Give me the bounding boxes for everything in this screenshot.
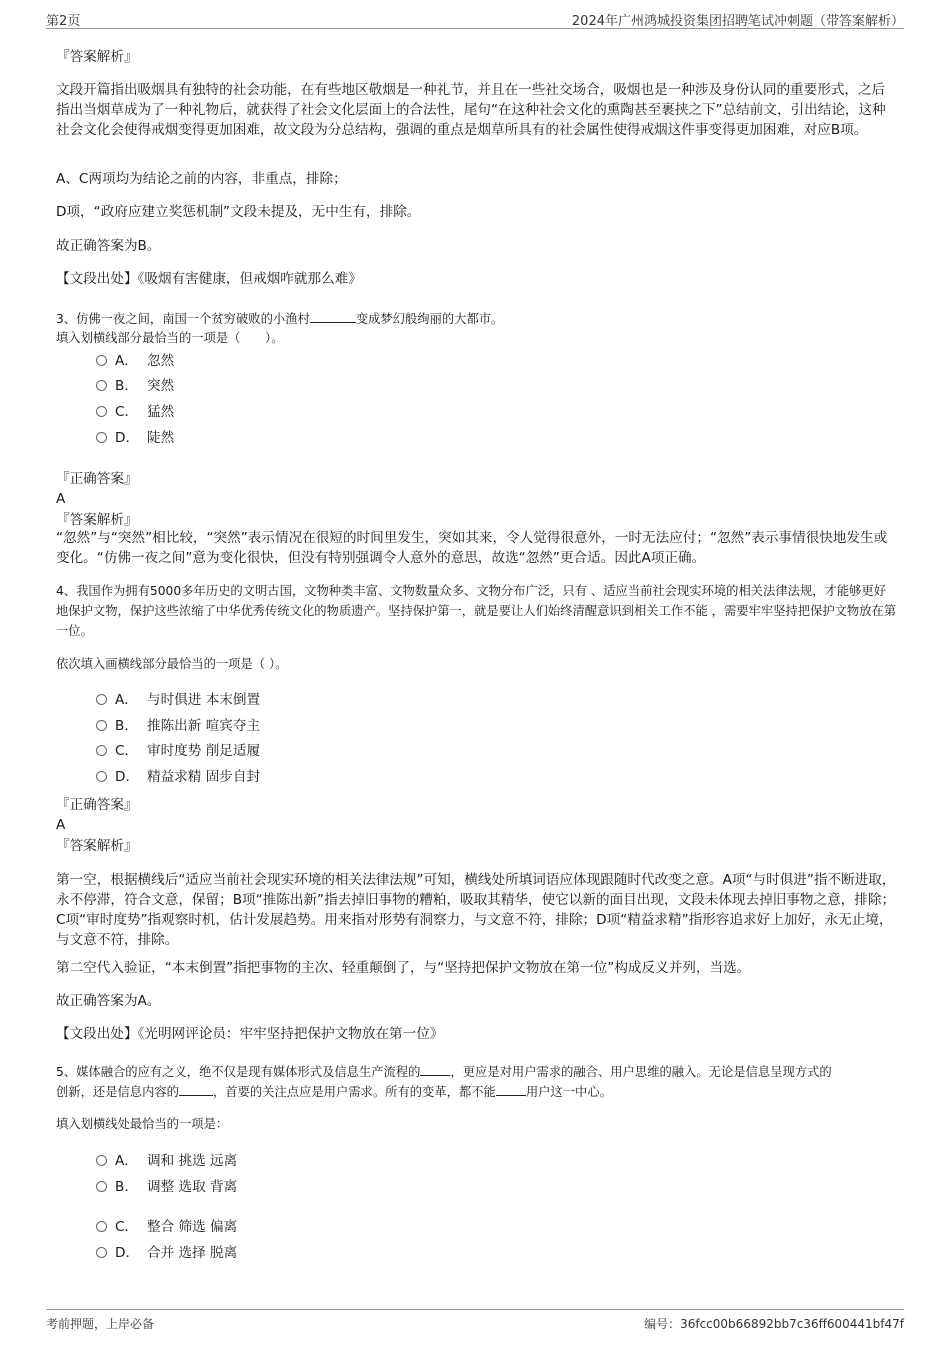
q4-analysis-label: 『答案解析』 [56,838,138,854]
q4-source: 【文段出处】《光明网评论员：牢牢坚持把保护文物放在第一位》 [56,1026,444,1042]
q2-analysis-text: 文段开篇指出吸烟具有独特的社会功能，在有些地区敬烟是一种礼节，并且在一些社交场合，吸烟也是一种涉及身份认同的重要形式，之后指出当烟草成为了一种礼物后，就获得了社会文化层面上的合法性，尾句“在这种社会文化的熏陶甚至裹挟之下”总结前文，引出结论，这种社会文化会使得戒烟变得更加困难，故文段为分总结构，强调的重点是烟草所具有的社会属性使得戒烟这件事变得更加困难，对应B项。 [56,82,886,138]
q3-analysis-text: “忽然”与“突然”相比较，“突然”表示情况在很短的时间里发生，突如其来，令人觉得很意外，一时无法应付；“忽然”表示事情很快地发生或变化。“仿佛一夜之间”意为变化很快，但没有特别强调令人意外的意思，故选“忽然”更合适。因此A项正确。 [56,530,888,566]
q5-option-c[interactable]: C． 整合 筛选 偏离 [96,1217,237,1237]
radio-icon[interactable] [96,745,107,756]
q3-blank [310,310,356,323]
q4-analysis-2: 第二空代入验证，“本末倒置”指把事物的主次、轻重颠倒了，与“坚持把保护文物放在第一位”构成反义并列，当选。 [56,960,751,976]
q2-conclusion: 故正确答案为B。 [56,238,161,254]
page-header [46,10,904,29]
q4-prompt: 依次填入画横线部分最恰当的一项是（ ）。 [56,657,288,671]
q4-analysis-1: 第一空，根据横线后“适应当前社会现实环境的相关法律法规”可知，横线处所填词语应体现跟随时代改变之意。A项“与时俱进”指不断进取，永不停滞，符合文意，保留；B项“推陈出新”指去掉旧事物的糟粕，吸取其精华，使它以新的面目出现，文段未体现去掉旧事物之意，排除；C项“审时度势”指观察时机，估计发展趋势。用来指对形势有洞察力，与文意不符，排除；D项“精益求精”指形容追求好上加好，永无止境，与文意不符，排除。 [56,872,896,948]
page-number: 第2页 [46,14,81,29]
radio-icon[interactable] [96,380,107,391]
q2-analysis-label: 『答案解析』 [56,49,138,65]
q3-option-a[interactable]: A． 忽然 [96,351,174,371]
radio-icon[interactable] [96,406,107,417]
radio-icon[interactable] [96,720,107,731]
q3-stem [56,309,898,329]
q3-option-c[interactable]: C． 猛然 [96,402,174,422]
document-title: 2024年广州鸿城投资集团招聘笔试冲刺题（带答案解析） [571,14,904,29]
q5-option-a[interactable]: A． 调和 挑选 远离 [96,1151,237,1171]
radio-icon[interactable] [96,1155,107,1166]
q4-option-c[interactable]: C． 审时度势 削足适履 [96,741,260,761]
q5-option-d[interactable]: D． 合并 选择 脱离 [96,1243,237,1263]
q5-stem-part-2: ，更应是对用户需求的融合、用户思维的融入。无论是信息呈现方式的 [450,1065,832,1079]
radio-icon[interactable] [96,694,107,705]
q2-note-ac: A、C两项均为结论之前的内容，非重点，排除； [56,171,347,187]
q3-option-b[interactable]: B． 突然 [96,376,174,396]
q4-option-b[interactable]: B． 推陈出新 喧宾夺主 [96,716,260,736]
q2-note-d: D项，“政府应建立奖惩机制”文段未提及，无中生有，排除。 [56,204,421,220]
q3-answer-label: 『正确答案』 [56,471,138,487]
q4-answer-label: 『正确答案』 [56,797,138,813]
footer-slogan: 考前押题，上岸必备 [46,1317,155,1331]
q4-option-a[interactable]: A． 与时俱进 本末倒置 [96,690,260,710]
radio-icon[interactable] [96,1247,107,1258]
q5-blank-3 [496,1083,526,1096]
q3-stem-part-2: 变成梦幻般绚丽的大都市。 [355,312,504,326]
q3-answer: A [56,491,66,507]
q5-blank-1 [420,1063,450,1076]
q4-conclusion: 故正确答案为A。 [56,993,161,1009]
radio-icon[interactable] [96,771,107,782]
q3-stem-part-1: 3、仿佛一夜之间，南国一个贫穷破败的小渔村 [56,312,310,326]
q3-prompt: 填入划横线部分最恰当的一项是（ ）。 [56,331,284,345]
radio-icon[interactable] [96,1221,107,1232]
q5-option-b[interactable]: B． 调整 选取 背离 [96,1177,237,1197]
q5-blank-2 [179,1083,213,1096]
footer-serial: 编号：36fcc00b66892bb7c36ff600441bf47f [644,1317,904,1331]
q5-prompt: 填入划横线处最恰当的一项是： [56,1117,229,1131]
q4-answer: A [56,817,66,833]
q5-stem [56,1062,898,1102]
q5-stem-part-1: 5、媒体融合的应有之义，绝不仅是现有媒体形式及信息生产流程的 [56,1065,421,1079]
radio-icon[interactable] [96,432,107,443]
q5-stem-part-5: 用户这一中心。 [525,1085,612,1099]
page-footer [46,1309,904,1338]
q5-stem-part-3: 创新，还是信息内容的 [56,1085,179,1099]
radio-icon[interactable] [96,355,107,366]
q2-source: 【文段出处】《吸烟有害健康，但戒烟咋就那么难》 [56,271,362,287]
q3-analysis-label: 『答案解析』 [56,512,138,528]
q5-stem-part-4: ，首要的关注点应是用户需求。所有的变革，都不能 [212,1085,496,1099]
q3-option-d[interactable]: D． 陡然 [96,428,174,448]
radio-icon[interactable] [96,1181,107,1192]
q4-option-d[interactable]: D． 精益求精 固步自封 [96,767,260,787]
q4-stem: 4、我国作为拥有5000多年历史的文明古国，文物种类丰富、文物数量众多、文物分布广泛，只有 、适应当前社会现实环境的相关法律法规，才能够更好地保护文物，保护这些浓缩了中华优秀传统文化的物质遗产。坚持保护第一，就是要让人们始终清醒意识到相关工作不能 ，需要牢牢坚持把保护文物放在第一位。 [56,584,897,638]
